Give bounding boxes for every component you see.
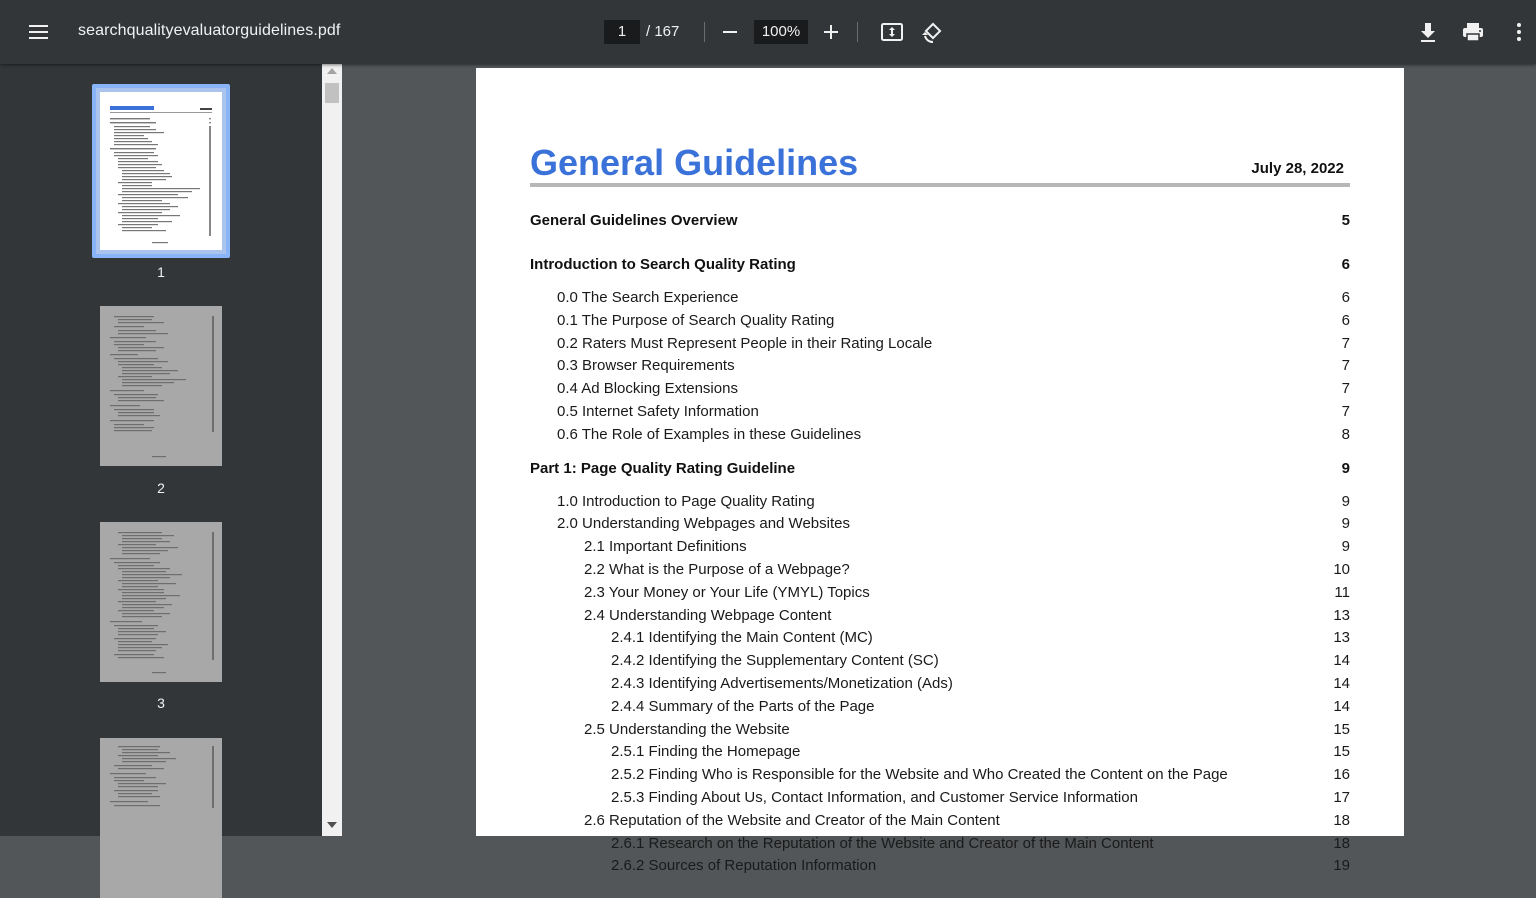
toc-entry[interactable] — [530, 605, 1350, 627]
toc-entry-page: 17 — [1333, 789, 1350, 806]
toc-entry[interactable] — [530, 719, 1350, 741]
toc-entry-page: 18 — [1333, 811, 1350, 829]
toc-entry-title: 0.1 The Purpose of Search Quality Rating — [557, 311, 835, 329]
more-vert-icon[interactable] — [1505, 18, 1533, 46]
toc-entry-page: 10 — [1333, 561, 1350, 578]
sidebar-scrollbar[interactable] — [322, 64, 342, 836]
pdf-toolbar — [0, 0, 1536, 64]
toc-entry-page: 7 — [1341, 380, 1350, 398]
scrollbar-thumb[interactable] — [325, 83, 339, 103]
document-title: General Guidelines — [530, 142, 859, 183]
toc-entry-title: 2.4.3 Identifying Advertisements/Monetization (Ads) — [611, 675, 953, 692]
toc-entry[interactable] — [530, 458, 1350, 480]
toc-entry-page: 15 — [1333, 720, 1350, 738]
toc-entry-title: 0.6 The Role of Examples in these Guidelines — [557, 425, 862, 443]
thumbnail-text-lines — [100, 306, 222, 466]
toc-entry-title: 2.5.3 Finding About Us, Contact Information, and Customer Service Information — [611, 789, 1138, 806]
toc-entry-title: 2.5 Understanding the Website — [584, 720, 790, 738]
toc-entry-page: 9 — [1341, 492, 1350, 510]
toc-entry-title: 0.0 The Search Experience — [557, 289, 739, 306]
zoom-level-input[interactable]: 100% — [754, 20, 808, 44]
toc-entry-title: 2.6.1 Research on the Reputation of the Website and Creator of the Main Content — [611, 834, 1154, 852]
toc-entry-title: 2.4.4 Summary of the Parts of the Page — [611, 697, 875, 715]
toc-entry[interactable] — [530, 833, 1350, 855]
toc-entry-page: 16 — [1333, 766, 1350, 784]
thumbnail-text-lines — [100, 522, 222, 682]
toc-entry-title: 2.3 Your Money or Your Life (YMYL) Topics — [584, 583, 870, 601]
toc-entry-title: 2.5.2 Finding Who is Responsible for the Website and Who Created the Content on the Page — [611, 766, 1228, 784]
toc-entry[interactable] — [530, 536, 1350, 558]
toc-entry[interactable] — [530, 741, 1350, 763]
toc-entry-title: Part 1: Page Quality Rating Guideline — [530, 459, 796, 477]
document-date: July 28, 2022 — [1251, 160, 1344, 177]
toc-entry[interactable] — [530, 787, 1350, 809]
page-total: / 167 — [646, 23, 680, 40]
toc-entry-page: 7 — [1341, 403, 1350, 420]
toc-entry-title: 2.0 Understanding Webpages and Websites — [557, 515, 850, 533]
toc-entry-page: 13 — [1333, 629, 1350, 647]
toc-entry-page: 5 — [1341, 212, 1350, 229]
toc-entry[interactable] — [530, 559, 1350, 581]
toc-entry-title: 2.6 Reputation of the Website and Creator of the Main Content — [584, 811, 1000, 829]
toc-entry[interactable] — [530, 513, 1350, 535]
zoom-out-button[interactable] — [720, 20, 742, 44]
toc-entry-page: 7 — [1341, 357, 1350, 375]
thumbnail-page-4[interactable] — [100, 738, 222, 898]
toolbar-divider — [857, 22, 858, 42]
toc-entry-page: 14 — [1333, 697, 1350, 715]
toc-entry-title: General Guidelines Overview — [530, 212, 738, 229]
toc-entry[interactable] — [530, 333, 1350, 355]
toc-entry[interactable] — [530, 764, 1350, 786]
toc-entry-page: 14 — [1333, 652, 1350, 670]
toc-entry[interactable] — [530, 673, 1350, 695]
toc-entry-page: 11 — [1334, 583, 1350, 601]
thumbnail-label: 2 — [157, 480, 165, 496]
thumbnail-page-2[interactable] — [100, 306, 222, 466]
toc-entry-title: 2.5.1 Finding the Homepage — [611, 743, 801, 761]
toc-entry-page: 6 — [1341, 256, 1350, 273]
thumbnail-text-lines — [100, 738, 222, 838]
zoom-in-button[interactable] — [820, 20, 842, 44]
scroll-up-arrow-icon[interactable] — [327, 68, 337, 74]
toc-entry[interactable] — [530, 627, 1350, 649]
toc-entry[interactable] — [530, 401, 1350, 423]
thumbnail-page-1[interactable] — [92, 84, 230, 258]
toc-entry-page: 6 — [1341, 311, 1350, 329]
thumbnail-page-3[interactable] — [100, 522, 222, 682]
toc-entry[interactable] — [530, 310, 1350, 332]
toc-entry-title: 0.4 Ad Blocking Extensions — [557, 380, 738, 398]
toolbar-divider — [704, 22, 705, 42]
toc-entry-page: 15 — [1333, 743, 1350, 761]
toc-entry[interactable] — [530, 378, 1350, 400]
toc-entry[interactable] — [530, 491, 1350, 513]
toc-entry-title: 2.1 Important Definitions — [584, 538, 747, 556]
toc-entry[interactable] — [530, 424, 1350, 446]
toc-entry-page: 19 — [1333, 857, 1350, 875]
fit-to-page-icon[interactable] — [878, 18, 906, 46]
thumbnail-text-lines — [100, 92, 222, 250]
thumbnail-label: 1 — [157, 264, 165, 280]
toc-entry[interactable] — [530, 810, 1350, 832]
print-icon[interactable] — [1459, 18, 1487, 46]
toc-entry[interactable] — [530, 650, 1350, 672]
download-icon[interactable] — [1414, 18, 1442, 46]
toc-entry[interactable] — [530, 855, 1350, 877]
toc-entry-page: 14 — [1333, 675, 1350, 692]
toc-entry-title: 0.2 Raters Must Represent People in their Rating Locale — [557, 334, 933, 352]
toc-entry-page: 7 — [1341, 334, 1350, 352]
toc-entry-title: 2.2 What is the Purpose of a Webpage? — [584, 561, 850, 578]
hamburger-menu-icon[interactable] — [24, 18, 54, 46]
title-divider — [530, 183, 1350, 187]
toc-entry-page: 8 — [1341, 425, 1350, 443]
toc-entry-title: 2.4.1 Identifying the Main Content (MC) — [611, 629, 873, 647]
toc-entry-title: 0.3 Browser Requirements — [557, 357, 735, 375]
thumbnail-sidebar — [0, 64, 322, 836]
toc-entry-page: 9 — [1341, 538, 1350, 556]
toc-entry-title: 2.4 Understanding Webpage Content — [584, 606, 832, 624]
page-number-input[interactable]: 1 — [604, 20, 640, 44]
thumbnail-label: 3 — [157, 695, 165, 711]
pdf-page — [476, 68, 1404, 875]
rotate-counterclockwise-icon[interactable] — [918, 18, 946, 46]
toc-entry-title: 1.0 Introduction to Page Quality Rating — [557, 492, 815, 510]
toc-entry[interactable] — [530, 254, 1350, 276]
toc-entry-page: 9 — [1341, 459, 1350, 477]
toc-entry-page: 13 — [1333, 606, 1350, 624]
toc-entry-title: Introduction to Search Quality Rating — [530, 256, 796, 273]
file-name: searchqualityevaluatorguidelines.pdf — [78, 22, 341, 39]
toc-entry-page: 6 — [1341, 289, 1350, 306]
toc-entry-page: 9 — [1341, 515, 1350, 533]
thumbnail-image — [100, 92, 222, 250]
toc-entry-page: 18 — [1333, 834, 1350, 852]
scroll-down-arrow-icon[interactable] — [327, 822, 337, 828]
toc-entry-title: 0.5 Internet Safety Information — [557, 403, 759, 420]
toc-entry-title: 2.4.2 Identifying the Supplementary Content (SC) — [611, 652, 939, 670]
toc-entry[interactable] — [530, 355, 1350, 377]
toc-entry-title: 2.6.2 Sources of Reputation Information — [611, 857, 877, 875]
toc-entry[interactable] — [530, 287, 1350, 309]
toc-entry[interactable] — [530, 696, 1350, 718]
toc-entry[interactable] — [530, 210, 1350, 232]
toc-entry[interactable] — [530, 582, 1350, 604]
